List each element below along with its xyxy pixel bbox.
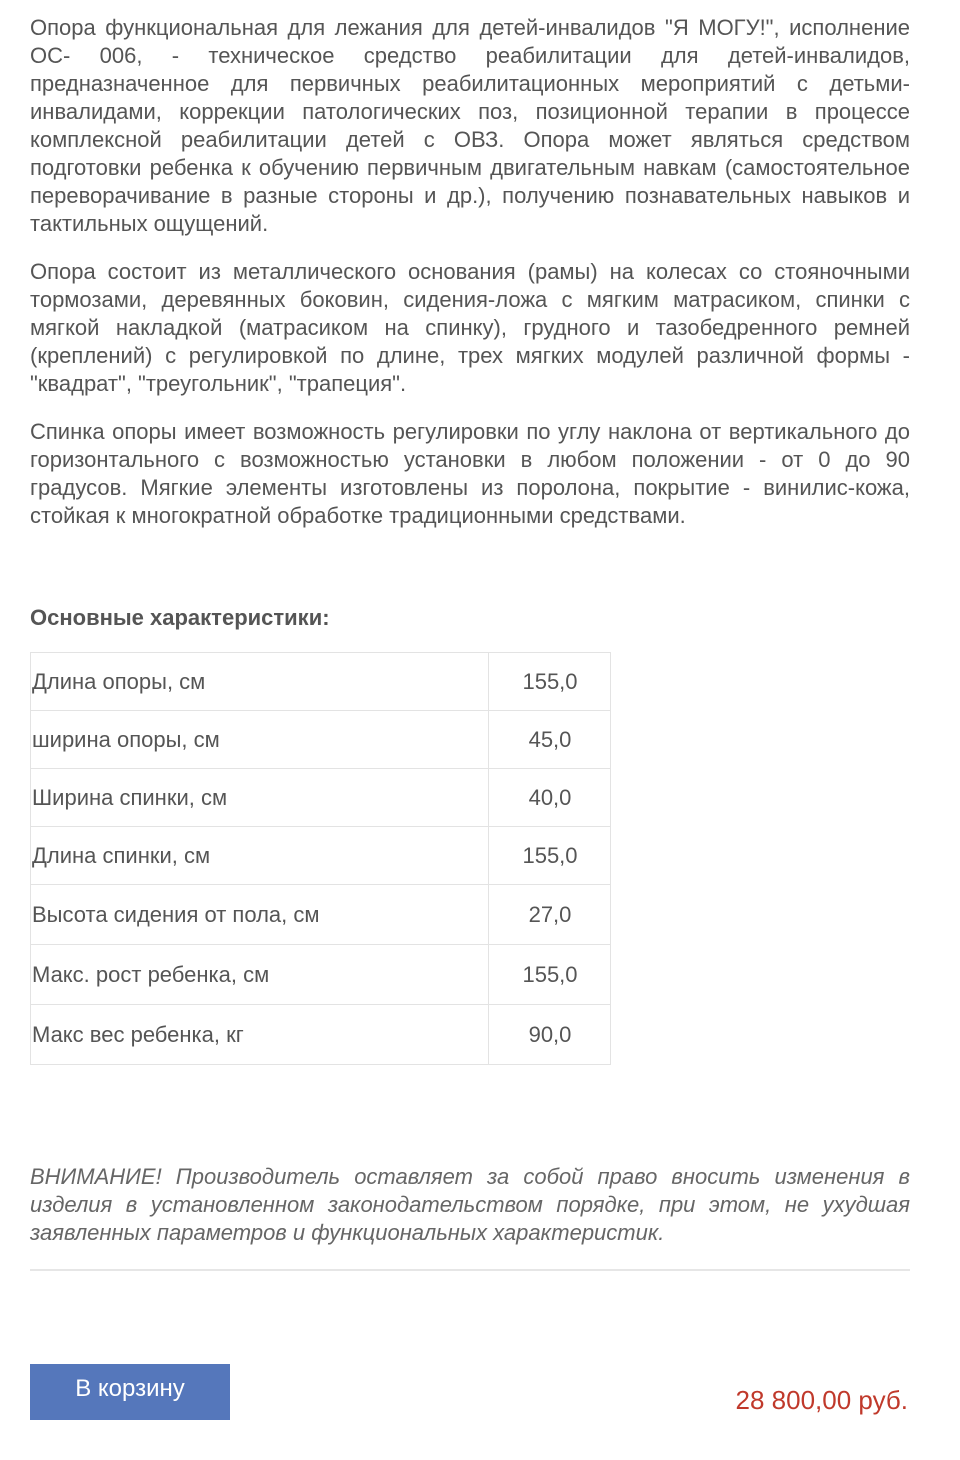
product-price: 28 800,00 руб. bbox=[735, 1385, 908, 1415]
table-row bbox=[31, 711, 611, 769]
table-row bbox=[31, 945, 611, 1005]
description-paragraph-2: Опора состоит из металлического основания (рамы) на колесах со стояночными тормозами, деревянных боковин, сидения-ложа с мягким матрасиком, спинки с мягкой накладкой (матрасиком на спинку), грудного и тазобедренного ремней (креплений) с регулировкой по длине, трех мягких модулей различной формы - "квадрат", "треугольник", "трапеция". bbox=[30, 259, 910, 396]
spec-name: Длина спинки, см bbox=[31, 827, 489, 885]
description-paragraph-1: Опора функциональная для лежания для детей-инвалидов "Я МОГУ!", исполнение ОС- 006, - техническое средство реабилитации для детей-инвалидов, предназначенное для первичных реабилитационных мероприятий с детьми-инвалидами, коррекции патологических поз, позиционной терапии в процессе комплексной реабилитации детей с ОВЗ. Опора может являться средством подготовки ребенка к обучению первичным двигательным навкам (самостоятельное переворачивание в разные стороны и др.), получению познавательных навыков и тактильных ощущений. bbox=[30, 15, 910, 236]
table-row bbox=[31, 769, 611, 827]
spec-value: 155,0 bbox=[489, 945, 611, 1005]
description-paragraph-3: Спинка опоры имеет возможность регулировки по углу наклона от вертикального до горизонтального с возможностью установки в любом положении - от 0 до 90 градусов. Мягкие элементы изготовлены из поролона, покрытие - винилис-кожа, стойкая к многократной обработке традиционными средствами. bbox=[30, 419, 910, 528]
manufacturer-notice: ВНИМАНИЕ! Производитель оставляет за собой право вносить изменения в изделия в установленном законодательством порядке, при этом, не ухудшая заявленных параметров и функциональных характеристик. bbox=[30, 1164, 910, 1245]
specs-title: Основные характеристики: bbox=[30, 605, 330, 630]
spec-name: Высота сидения от пола, см bbox=[31, 885, 489, 945]
specs-table bbox=[30, 652, 611, 1065]
purchase-bar bbox=[30, 1364, 910, 1420]
table-row bbox=[31, 1005, 611, 1065]
spec-value: 155,0 bbox=[489, 653, 611, 711]
add-to-cart-button[interactable]: В корзину bbox=[30, 1364, 230, 1420]
spec-value: 155,0 bbox=[489, 827, 611, 885]
spec-value: 90,0 bbox=[489, 1005, 611, 1065]
spec-name: Макс вес ребенка, кг bbox=[31, 1005, 489, 1065]
table-row bbox=[31, 653, 611, 711]
table-row bbox=[31, 885, 611, 945]
divider bbox=[30, 1269, 910, 1271]
spec-name: ширина опоры, см bbox=[31, 711, 489, 769]
spec-name: Ширина спинки, см bbox=[31, 769, 489, 827]
spec-name: Макс. рост ребенка, см bbox=[31, 945, 489, 1005]
spec-value: 45,0 bbox=[489, 711, 611, 769]
spec-value: 40,0 bbox=[489, 769, 611, 827]
spec-name: Длина опоры, см bbox=[31, 653, 489, 711]
table-row bbox=[31, 827, 611, 885]
product-description bbox=[30, 14, 910, 530]
product-content bbox=[30, 14, 910, 1271]
spec-value: 27,0 bbox=[489, 885, 611, 945]
